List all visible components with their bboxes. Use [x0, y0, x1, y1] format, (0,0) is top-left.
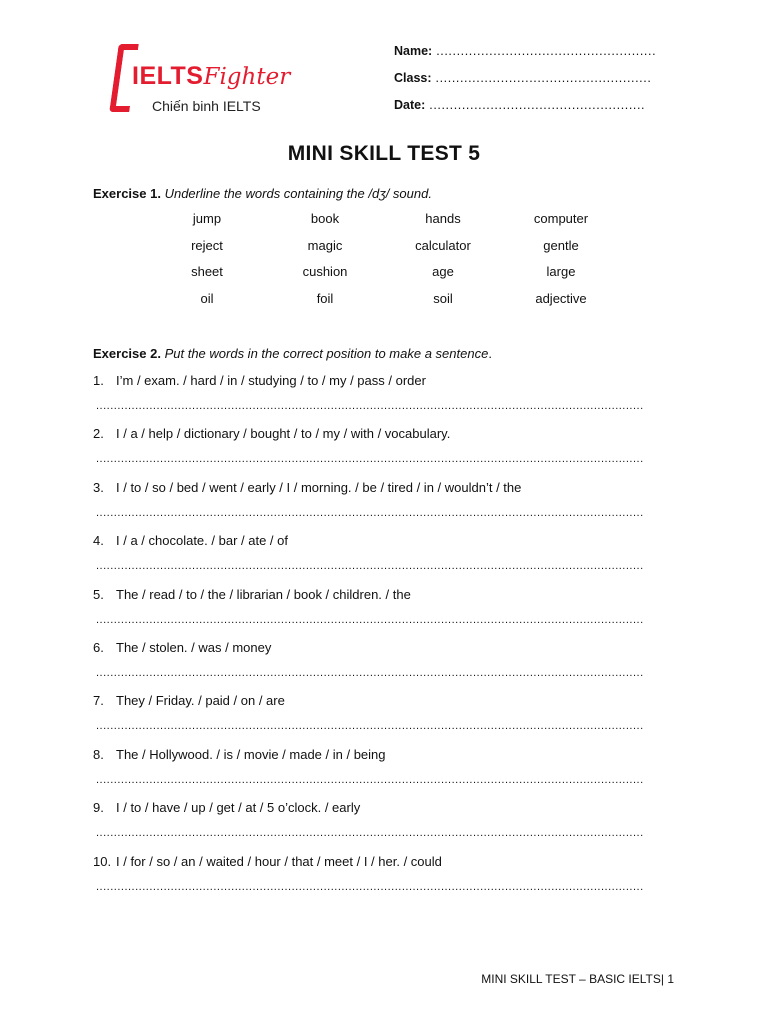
word-item[interactable]: age — [432, 264, 454, 280]
class-field[interactable] — [394, 71, 694, 98]
answer-line[interactable]: .......................................................................................................................................................... — [96, 454, 644, 465]
question-item — [93, 587, 673, 640]
name-field-label: Name: — [394, 44, 433, 58]
word-item[interactable]: soil — [433, 291, 453, 307]
question-text: The / stolen. / was / money — [116, 639, 272, 655]
exercise-2-label: Exercise 2. — [93, 346, 161, 361]
question-item — [93, 533, 673, 586]
word-item[interactable]: sheet — [191, 264, 223, 280]
word-item[interactable]: cushion — [302, 264, 348, 280]
word-item[interactable]: large — [546, 264, 576, 280]
question-item — [93, 373, 673, 426]
question-number: 9. — [93, 800, 104, 816]
question-number: 4. — [93, 533, 104, 549]
word-item[interactable]: hands — [425, 211, 461, 226]
answer-line[interactable]: .......................................................................................................................................................... — [96, 614, 644, 625]
class-field-blank[interactable]: ..................................................... — [435, 71, 652, 85]
question-text: I’m / exam. / hard / in / studying / to / my / pass / order — [116, 373, 426, 388]
logo-fighter-text: Fighter — [203, 64, 291, 90]
word-item[interactable]: gentle — [543, 237, 579, 253]
date-field-blank[interactable]: ..................................................... — [429, 98, 646, 112]
question-number: 3. — [93, 479, 104, 495]
question-text: I / for / so / an / waited / hour / that / meet / I / her. / could — [116, 853, 442, 869]
word-item[interactable]: calculator — [415, 237, 471, 253]
word-item[interactable]: foil — [316, 291, 334, 307]
question-number: 6. — [93, 639, 104, 655]
question-text: They / Friday. / paid / on / are — [116, 693, 285, 709]
answer-line[interactable]: .......................................................................................................................................................... — [96, 507, 644, 518]
question-number: 2. — [93, 426, 104, 442]
word-row — [148, 211, 620, 238]
name-field-blank[interactable]: ...................................................... — [436, 44, 657, 58]
word-item[interactable]: book — [310, 211, 340, 226]
logo-ielts-text: IELTS — [132, 62, 204, 90]
question-text: I / to / so / bed / went / early / I / morning. / be / tired / in / wouldn’t / the — [116, 479, 522, 495]
question-item — [93, 747, 673, 800]
question-number: 5. — [93, 586, 104, 602]
word-item[interactable]: magic — [307, 237, 343, 253]
question-number: 10. — [93, 853, 112, 869]
exercise-1-instruction: Underline the words containing the /dʒ/ sound. — [164, 186, 432, 201]
word-row — [148, 238, 620, 265]
answer-line[interactable]: .......................................................................................................................................................... — [96, 881, 644, 892]
answer-line[interactable]: .......................................................................................................................................................... — [96, 721, 644, 732]
question-text: I / a / chocolate. / bar / ate / of — [116, 533, 288, 549]
answer-line[interactable]: .......................................................................................................................................................... — [96, 828, 644, 839]
exercise-1-heading — [93, 186, 432, 201]
question-item — [93, 854, 673, 907]
answer-line[interactable]: .......................................................................................................................................................... — [96, 561, 644, 572]
word-item[interactable]: jump — [192, 211, 222, 226]
question-number: 7. — [93, 693, 104, 709]
ielts-fighter-logo — [112, 40, 312, 120]
logo-tagline: Chiến binh IELTS — [152, 98, 261, 114]
date-field[interactable] — [394, 98, 694, 125]
exercise-2-heading — [93, 346, 492, 361]
word-item[interactable]: computer — [533, 211, 589, 226]
question-text: I / a / help / dictionary / bought / to / my / with / vocabulary. — [116, 426, 451, 442]
question-item — [93, 480, 673, 533]
question-item — [93, 426, 673, 479]
question-item — [93, 640, 673, 693]
word-row — [148, 291, 620, 318]
question-text: The / Hollywood. / is / movie / made / in / being — [116, 746, 386, 762]
student-info-fields — [394, 44, 694, 125]
word-item[interactable]: reject — [191, 237, 223, 253]
question-number: 8. — [93, 746, 104, 762]
question-number: 1. — [93, 373, 104, 388]
date-field-label: Date: — [394, 98, 426, 112]
page-footer: MINI SKILL TEST – BASIC IELTS| 1 — [481, 972, 674, 986]
answer-line[interactable]: .......................................................................................................................................................... — [96, 667, 644, 678]
page-title: MINI SKILL TEST 5 — [287, 142, 481, 165]
question-item — [93, 800, 673, 853]
name-field[interactable] — [394, 44, 694, 71]
exercise-2-instruction: Put the words in the correct position to make a sentence — [164, 346, 489, 361]
question-item — [93, 693, 673, 746]
question-text: I / to / have / up / get / at / 5 o’clock. / early — [116, 800, 361, 816]
answer-line[interactable]: .......................................................................................................................................................... — [96, 401, 644, 411]
word-row — [148, 264, 620, 291]
exercise-2-instruction-period: . — [488, 346, 492, 361]
word-item[interactable]: adjective — [535, 291, 587, 307]
exercise-1-label: Exercise 1. — [93, 186, 161, 201]
logo-wordmark — [132, 62, 290, 91]
question-text: The / read / to / the / librarian / book / children. / the — [116, 586, 411, 602]
word-item[interactable]: oil — [200, 291, 214, 307]
exercise-2-question-list — [93, 373, 673, 907]
answer-line[interactable]: .......................................................................................................................................................... — [96, 774, 644, 785]
class-field-label: Class: — [394, 71, 432, 85]
exercise-1-word-grid — [148, 211, 620, 318]
